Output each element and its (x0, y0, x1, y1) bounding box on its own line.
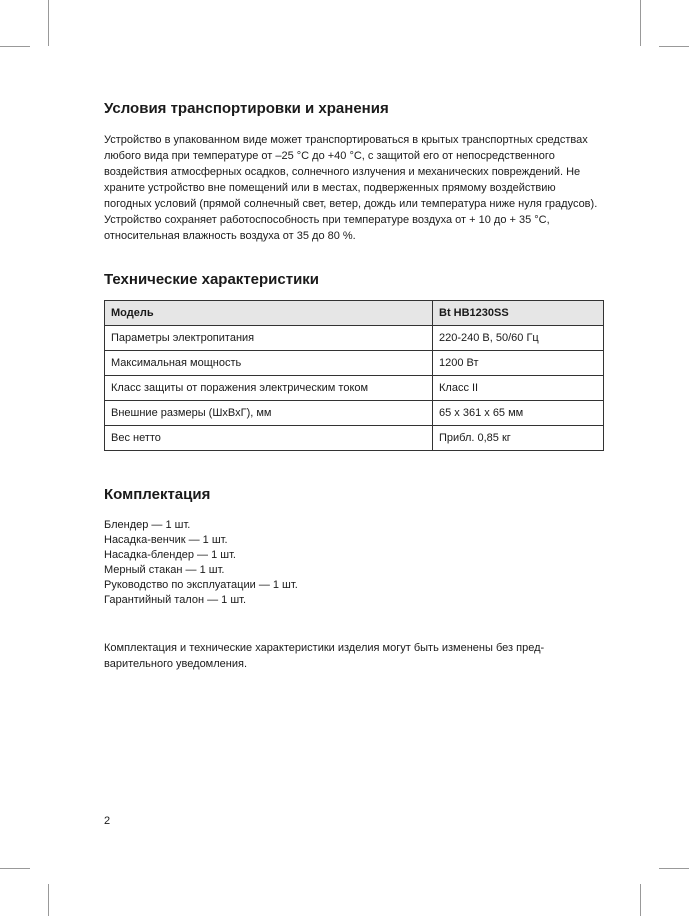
list-item: Насадка-венчик — 1 шт. (104, 534, 228, 546)
crop-mark-top-right-h (659, 46, 689, 47)
kit-list (104, 518, 604, 608)
spec-label: Максимальная мощность (105, 351, 433, 376)
table-row (105, 426, 604, 451)
crop-mark-bottom-right (640, 884, 641, 916)
table-row (105, 326, 604, 351)
list-item: Насадка-блендер — 1 шт. (104, 549, 236, 561)
table-row (105, 376, 604, 401)
spec-value: 1200 Вт (433, 351, 604, 376)
transport-heading: Условия транспортировки и хранения (104, 100, 389, 117)
page-content (104, 100, 604, 672)
table-row (105, 401, 604, 426)
spec-label: Вес нетто (105, 426, 433, 451)
spec-label: Класс защиты от поражения электрическим током (105, 376, 433, 401)
crop-mark-bottom-right-h (659, 868, 689, 869)
spec-value: Класс II (433, 376, 604, 401)
spec-value: 220-240 В, 50/60 Гц (433, 326, 604, 351)
crop-mark-top-left (48, 0, 49, 46)
crop-mark-bottom-left (48, 884, 49, 916)
spec-label: Внешние размеры (ШхВхГ), мм (105, 401, 433, 426)
spec-value: Прибл. 0,85 кг (433, 426, 604, 451)
crop-mark-top-right (640, 0, 641, 46)
specs-header-label: Модель (105, 301, 433, 326)
specs-heading: Технические характеристики (104, 271, 320, 288)
spec-label: Параметры электропитания (105, 326, 433, 351)
list-item: Блендер — 1 шт. (104, 519, 191, 531)
list-item: Мерный стакан — 1 шт. (104, 564, 225, 576)
page-number: 2 (104, 815, 111, 827)
footnote-paragraph: Комплектация и технические характеристики изделия могут быть изменены без предварительного уведомления. (104, 642, 545, 670)
spec-value: 65 х 361 х 65 мм (433, 401, 604, 426)
specs-table (104, 300, 604, 451)
list-item: Гарантийный талон — 1 шт. (104, 594, 247, 606)
crop-mark-top-left-h (0, 46, 30, 47)
specs-table-header-row (105, 301, 604, 326)
transport-paragraph: Устройство в упакованном виде может транспортироваться в крытых транспортных средствах любого вида при температуре от –25 °С до +40 °С, с защитой его от непосредственного воздействия атмосферных осадков, солнечного излучения и механических повреждений. Не храните устройство вне помещений или в местах, подверженных прямому воздействию погодных условий (прямой солнечный свет, ветер, дождь или температура ниже нуля градусов). Устройство сохраняет работоспособность при температуре воздуха от + 10 до + 35 °С, относительная влажность воздуха от 35 до 80 %. (104, 134, 598, 242)
table-row (105, 351, 604, 376)
crop-mark-bottom-left-h (0, 868, 30, 869)
list-item: Руководство по эксплуатации — 1 шт. (104, 579, 298, 591)
kit-heading: Комплектация (104, 486, 211, 503)
specs-header-value: Bt HB1230SS (433, 301, 604, 326)
